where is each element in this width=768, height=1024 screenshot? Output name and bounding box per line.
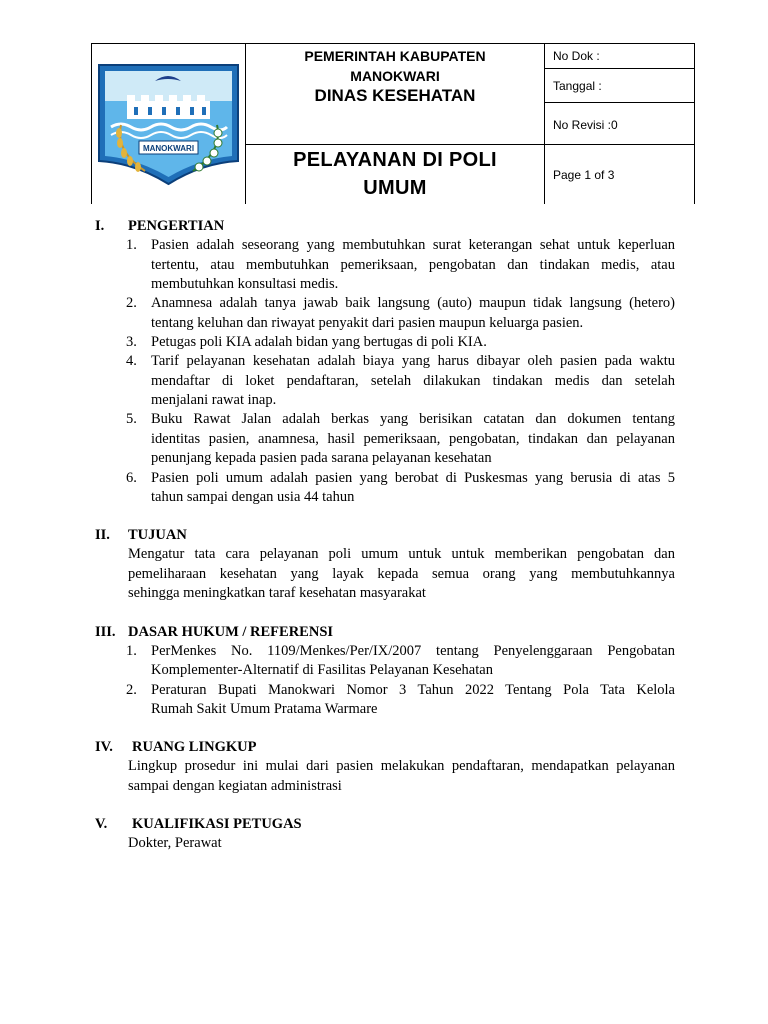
section-number: IV. (95, 739, 113, 755)
list-item-number: 6. (126, 470, 137, 486)
doc-number-field: No Dok : (553, 49, 600, 63)
list-item-line: membutuhkan konsultasi medis. (151, 276, 339, 292)
list-item-line: Tarif pelayanan kesehatan adalah biaya yang harus dibayar oleh pasien pada waktu (151, 353, 675, 369)
organization-name (246, 46, 544, 86)
manokwari-regency-logo (97, 63, 240, 186)
logo-ribbon-text: MANOKWARI (142, 144, 195, 153)
list-item-line: Petugas poli KIA adalah bidan yang bertugas di poli KIA. (151, 334, 487, 350)
list-item-line: Anamnesa adalah tanya jawab baik langsung (auto) maupun tidak langsung (hetero) (151, 295, 675, 311)
list-item-line: Pasien adalah seseorang yang membutuhkan surat keterangan sehat untuk keperluan (151, 237, 675, 253)
list-item-number: 2. (126, 295, 137, 311)
section-title: RUANG LINGKUP (132, 739, 257, 755)
paragraph-line: pemeliharaan kesehatan yang layak kepada semua orang yang membutuhkannya (128, 566, 675, 582)
document-title (246, 146, 544, 202)
list-item-line: menjalani rawat inap. (151, 392, 277, 408)
list-item-line: penunjang kepada pasien pada sarana pelayanan kesehatan (151, 450, 492, 466)
list-item-line: Komplementer-Alternatif di Fasilitas Pelayanan Kesehatan (151, 662, 493, 678)
section-number: I. (95, 218, 105, 234)
staff-qualification-text: Dokter, Perawat (128, 835, 222, 851)
section-number: III. (95, 624, 116, 640)
section-heading-dasar-hukum (95, 623, 333, 641)
list-item-line: Rumah Sakit Umum Pratama Warmare (151, 701, 378, 717)
revision-field: No Revisi :0 (553, 118, 618, 132)
document-header (91, 43, 695, 204)
list-item-line: Buku Rawat Jalan adalah berkas yang berisikan catatan dan dokumen tentang (151, 411, 675, 427)
list-item-line: tahun sampai dengan usia 44 tahun (151, 489, 355, 505)
paragraph-line: Mengatur tata cara pelayanan poli umum untuk untuk memberikan pengobatan dan (128, 546, 675, 562)
department-name: DINAS KESEHATAN (314, 86, 476, 105)
section-title: PENGERTIAN (128, 218, 225, 234)
section-title: DASAR HUKUM / REFERENSI (128, 624, 334, 640)
list-item-line: identitas pasien, anamnesa, hasil pemeriksaan, pengobatan, tindakan dan pelayanan (151, 431, 675, 447)
section-heading-tujuan (95, 526, 187, 544)
section-number: II. (95, 527, 110, 543)
list-item-line: tertentu, atau membutuhkan pemeriksaan, pengobatan dan tindakan medis, atau (151, 257, 675, 273)
list-item-number: 3. (126, 334, 137, 350)
section-title: TUJUAN (128, 527, 187, 543)
list-item-line: mendaftar di loket pendaftaran, setelah dilakukan tindakan medis dan setelah (151, 373, 675, 389)
paragraph-line: sehingga meningkatkan taraf kesehatan masyarakat (128, 585, 426, 601)
list-item-number: 2. (126, 682, 137, 698)
list-item-line: Pasien poli umum adalah pasien yang berobat di Puskesmas yang berusia di atas 5 (151, 470, 675, 486)
list-item-number: 4. (126, 353, 137, 369)
section-heading-pengertian (95, 217, 224, 235)
section-heading-kualifikasi (95, 815, 302, 833)
title-line-2: UMUM (363, 177, 427, 199)
regency-crest-icon (97, 63, 240, 186)
list-item-line: PerMenkes No. 1109/Menkes/Per/IX/2007 tentang Penyelenggaraan Pengobatan (151, 643, 675, 659)
list-item-number: 1. (126, 237, 137, 253)
date-field: Tanggal : (553, 79, 602, 93)
list-item-line: tentang keluhan dan riwayat penyakit dari pasien maupun keluarga pasien. (151, 315, 584, 331)
paragraph-line: Lingkup prosedur ini mulai dari pasien melakukan pendaftaran, mendapatkan pelayanan (128, 758, 675, 774)
list-item-number: 5. (126, 411, 137, 427)
list-item-line: Peraturan Bupati Manokwari Nomor 3 Tahun 2022 Tentang Pola Tata Kelola (151, 682, 675, 698)
list-item-number: 1. (126, 643, 137, 659)
org-line-1: PEMERINTAH KABUPATEN (304, 48, 486, 64)
org-line-2: MANOKWARI (350, 68, 440, 84)
paragraph-line: sampai dengan kegiatan administrasi (128, 778, 342, 794)
section-title: KUALIFIKASI PETUGAS (132, 816, 302, 832)
title-line-1: PELAYANAN DI POLI (293, 149, 497, 171)
section-heading-ruang-lingkup (95, 738, 256, 756)
section-number: V. (95, 816, 108, 832)
page-number: Page 1 of 3 (553, 168, 615, 182)
